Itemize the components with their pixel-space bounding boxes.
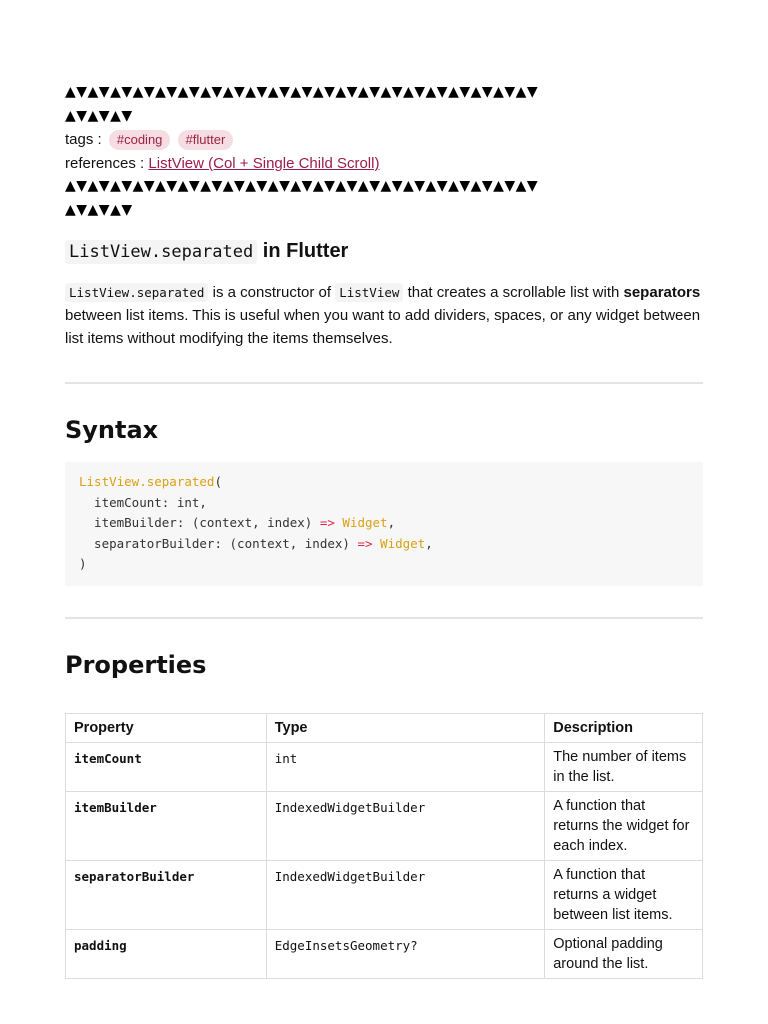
- intro-text: between list items. This is useful when you want to add dividers, spaces, or any widget between list items without modifying the items themselves.: [65, 307, 701, 347]
- decorative-divider: ▲▼▲▼▲▼▲▼▲▼▲▼▲▼▲▼▲▼▲▼▲▼▲▼▲▼▲▼▲▼▲▼▲▼▲▼▲▼▲▼▲▼: [65, 84, 539, 100]
- intro-text: that creates a scrollable list with: [403, 284, 624, 301]
- intro-paragraph: [65, 281, 705, 350]
- table-row: [66, 930, 703, 979]
- property-cell: separatorBuilder: [66, 861, 267, 930]
- section-divider: [65, 382, 703, 384]
- inline-code: ListView: [335, 283, 403, 302]
- property-cell: padding: [66, 930, 267, 979]
- decorative-divider: ▲▼▲▼▲▼: [65, 202, 133, 218]
- code-token: Widget: [342, 515, 388, 530]
- title-text: in Flutter: [262, 240, 349, 262]
- property-cell: itemBuilder: [66, 792, 267, 861]
- column-header: Type: [266, 714, 545, 743]
- code-token: itemBuilder: (context, index): [79, 515, 320, 530]
- tags-label: tags :: [65, 131, 102, 148]
- property-cell: itemCount: [66, 743, 267, 792]
- properties-table: [65, 713, 703, 979]
- column-header: Description: [545, 714, 703, 743]
- type-cell: IndexedWidgetBuilder: [266, 792, 545, 861]
- code-token: =>: [357, 535, 373, 551]
- syntax-heading: Syntax: [65, 416, 159, 444]
- tags-line: [65, 128, 233, 152]
- tag-flutter[interactable]: #flutter: [178, 130, 234, 150]
- properties-heading: Properties: [65, 651, 207, 679]
- description-cell: A function that returns the widget for each index.: [545, 792, 703, 861]
- code-token: ,: [387, 515, 396, 530]
- references-label: references :: [65, 155, 145, 172]
- code-line: ): [79, 556, 87, 571]
- code-token: =>: [319, 515, 335, 530]
- intro-text: is a constructor of: [208, 284, 336, 301]
- code-token: ,: [425, 535, 433, 551]
- table-header-row: [66, 714, 703, 743]
- tag-coding[interactable]: #coding: [109, 130, 171, 150]
- type-cell: EdgeInsetsGeometry?: [266, 930, 545, 979]
- code-line: itemCount: int,: [79, 494, 207, 510]
- reference-link[interactable]: ListView (Col + Single Child Scroll): [148, 155, 380, 172]
- table-row: [66, 743, 703, 792]
- references-line: [65, 152, 379, 176]
- description-cell: The number of items in the list.: [545, 743, 703, 792]
- column-header: Property: [66, 714, 267, 743]
- section-divider: [65, 617, 703, 619]
- code-token: separatorBuilder: (context, index): [79, 535, 358, 551]
- type-cell: IndexedWidgetBuilder: [266, 861, 545, 930]
- table-row: [66, 861, 703, 930]
- table-row: [66, 792, 703, 861]
- title-code: ListView.separated: [65, 240, 257, 264]
- decorative-divider: ▲▼▲▼▲▼▲▼▲▼▲▼▲▼▲▼▲▼▲▼▲▼▲▼▲▼▲▼▲▼▲▼▲▼▲▼▲▼▲▼▲▼: [65, 178, 539, 194]
- decorative-divider: ▲▼▲▼▲▼: [65, 108, 133, 124]
- code-token: ListView.separated: [79, 474, 215, 489]
- type-cell: int: [266, 743, 545, 792]
- code-token: (: [214, 474, 222, 489]
- page-title: [65, 237, 348, 266]
- code-token: Widget: [380, 535, 426, 551]
- description-cell: Optional padding around the list.: [545, 930, 703, 979]
- intro-bold: separators: [623, 284, 701, 301]
- code-block[interactable]: [65, 462, 703, 586]
- description-cell: A function that returns a widget between list items.: [545, 861, 703, 930]
- inline-code: ListView.separated: [65, 283, 208, 302]
